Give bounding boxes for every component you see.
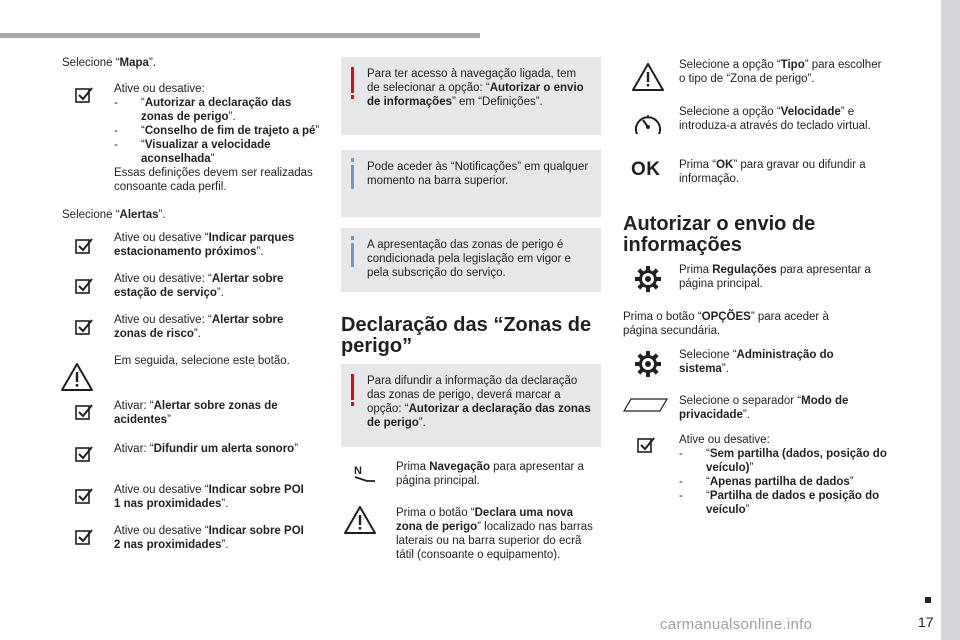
section-heading: Autorizar o envio de informações xyxy=(623,213,816,256)
checkbox-icon xyxy=(637,436,655,454)
list-item: - “Apenas partilha de dados” xyxy=(679,475,889,489)
info-note-box: A apresentação das zonas de perigo é condicionada pela legislação em vigor e pela subscrição do serviço. xyxy=(341,228,601,292)
warning-icon xyxy=(343,505,377,535)
info-note-box: Pode aceder às “Notificações” em qualquer momento na barra superior. xyxy=(341,150,601,217)
svg-text:N: N xyxy=(354,465,362,477)
warning-dot xyxy=(351,95,354,99)
list-item: - “Visualizar a velocidade aconselhada” xyxy=(114,138,324,166)
list-item: - “Sem partilha (dados, posição do veículo)” xyxy=(679,447,889,475)
tab-icon xyxy=(623,397,669,413)
row-declara: Prima o botão “Declara uma nova zona de perigo” localizado nas barras laterais ou na barra superior do ecrã tátil (consoante o equipamento). xyxy=(396,507,593,561)
list-item: - “Autorizar a declaração das zonas de perigo”. xyxy=(114,96,324,124)
checkbox-icon xyxy=(75,237,93,255)
row-velocidade: Selecione a opção “Velocidade” e introduza-a através do teclado virtual. xyxy=(679,106,871,132)
side-strip xyxy=(941,0,960,640)
list-item: - “Conselho de fim de trajeto a pé” xyxy=(114,124,324,138)
checkbox-icon xyxy=(75,487,93,505)
row-privacidade: Selecione o separador “Modo de privacidade”. xyxy=(679,395,849,421)
row-estacao: Ative ou desative: “Alertar sobre estação de serviço”. xyxy=(114,273,284,299)
warning-bar xyxy=(351,374,354,400)
row-regulacoes: Prima Regulações para apresentar a página principal. xyxy=(679,264,871,290)
gear-icon xyxy=(634,265,662,293)
row-poi2: Ative ou desative “Indicar sobre POI 2 nas proximidades”. xyxy=(114,525,304,551)
opcoes-text: Prima o botão “OPÇÕES” para aceder à página secundária. xyxy=(623,311,829,337)
warning-note-box: Para difundir a informação da declaração das zonas de perigo, deverá marcar a opção: “Autorizar a declaração das zonas de perigo”. xyxy=(341,364,601,447)
warning-icon xyxy=(60,362,94,392)
watermark: carmanualsonline.info xyxy=(660,616,813,633)
checkbox-icon xyxy=(75,403,93,421)
section-heading: Declaração das “Zonas de perigo” xyxy=(341,314,592,357)
row-botao: Em seguida, selecione este botão. xyxy=(114,355,290,367)
row-risco: Ative ou desative: “Alertar sobre zonas de risco”. xyxy=(114,314,284,340)
row-ok: Prima “OK” para gravar ou difundir a informação. xyxy=(679,159,866,185)
page-number: 17 xyxy=(918,614,934,630)
row-poi1: Ative ou desative “Indicar sobre POI 1 nas proximidades”. xyxy=(114,484,304,510)
info-dot xyxy=(351,236,354,240)
warning-icon xyxy=(631,62,665,92)
checkbox-icon xyxy=(75,86,93,104)
checkbox-icon xyxy=(75,318,93,336)
mapa-options: Ative ou desative: - “Autorizar a declaração das zonas de perigo”. - “Conselho de fim de trajeto a pé” - “Visualizar a velocidade aconselhada” Essas definições devem ser realizadas consoante cada perfil. xyxy=(114,82,324,194)
warning-dot xyxy=(351,402,354,406)
select-mapa: Selecione “Mapa”. xyxy=(62,57,156,69)
row-administracao: Selecione “Administração do sistema”. xyxy=(679,349,834,375)
info-bar xyxy=(351,165,354,189)
row-tipo: Selecione a opção “Tipo” para escolher o tipo de “Zona de perigo”. xyxy=(679,59,882,85)
info-dot xyxy=(351,158,354,162)
warning-note-box: Para ter acesso à navegação ligada, tem de selecionar a opção: “Autorizar o envio de informações” em “Definições”. xyxy=(341,57,601,135)
list-item: - “Partilha de dados e posição do veículo” xyxy=(679,489,889,517)
checkbox-icon xyxy=(75,528,93,546)
warning-bar xyxy=(351,67,354,93)
gear-icon xyxy=(634,350,662,378)
row-parques: Ative ou desative “Indicar parques estacionamento próximos”. xyxy=(114,232,295,258)
page-marker xyxy=(925,597,931,603)
privacy-options: Ative ou desative: - “Sem partilha (dados, posição do veículo)” - “Apenas partilha de dados” - “Partilha de dados e posição do veículo” xyxy=(679,433,889,517)
navigation-icon xyxy=(353,463,377,485)
ok-icon: OK xyxy=(631,159,661,180)
speedometer-icon xyxy=(632,110,664,140)
header-bar xyxy=(0,33,480,38)
checkbox-icon xyxy=(75,445,93,463)
info-bar xyxy=(351,243,354,267)
select-alertas: Selecione “Alertas”. xyxy=(62,209,166,221)
row-sonoro: Ativar: “Difundir um alerta sonoro” xyxy=(114,443,299,455)
checkbox-icon xyxy=(75,277,93,295)
row-acidentes: Ativar: “Alertar sobre zonas de acidentes” xyxy=(114,400,278,426)
row-navegacao: Prima Navegação para apresentar a página principal. xyxy=(396,461,584,487)
